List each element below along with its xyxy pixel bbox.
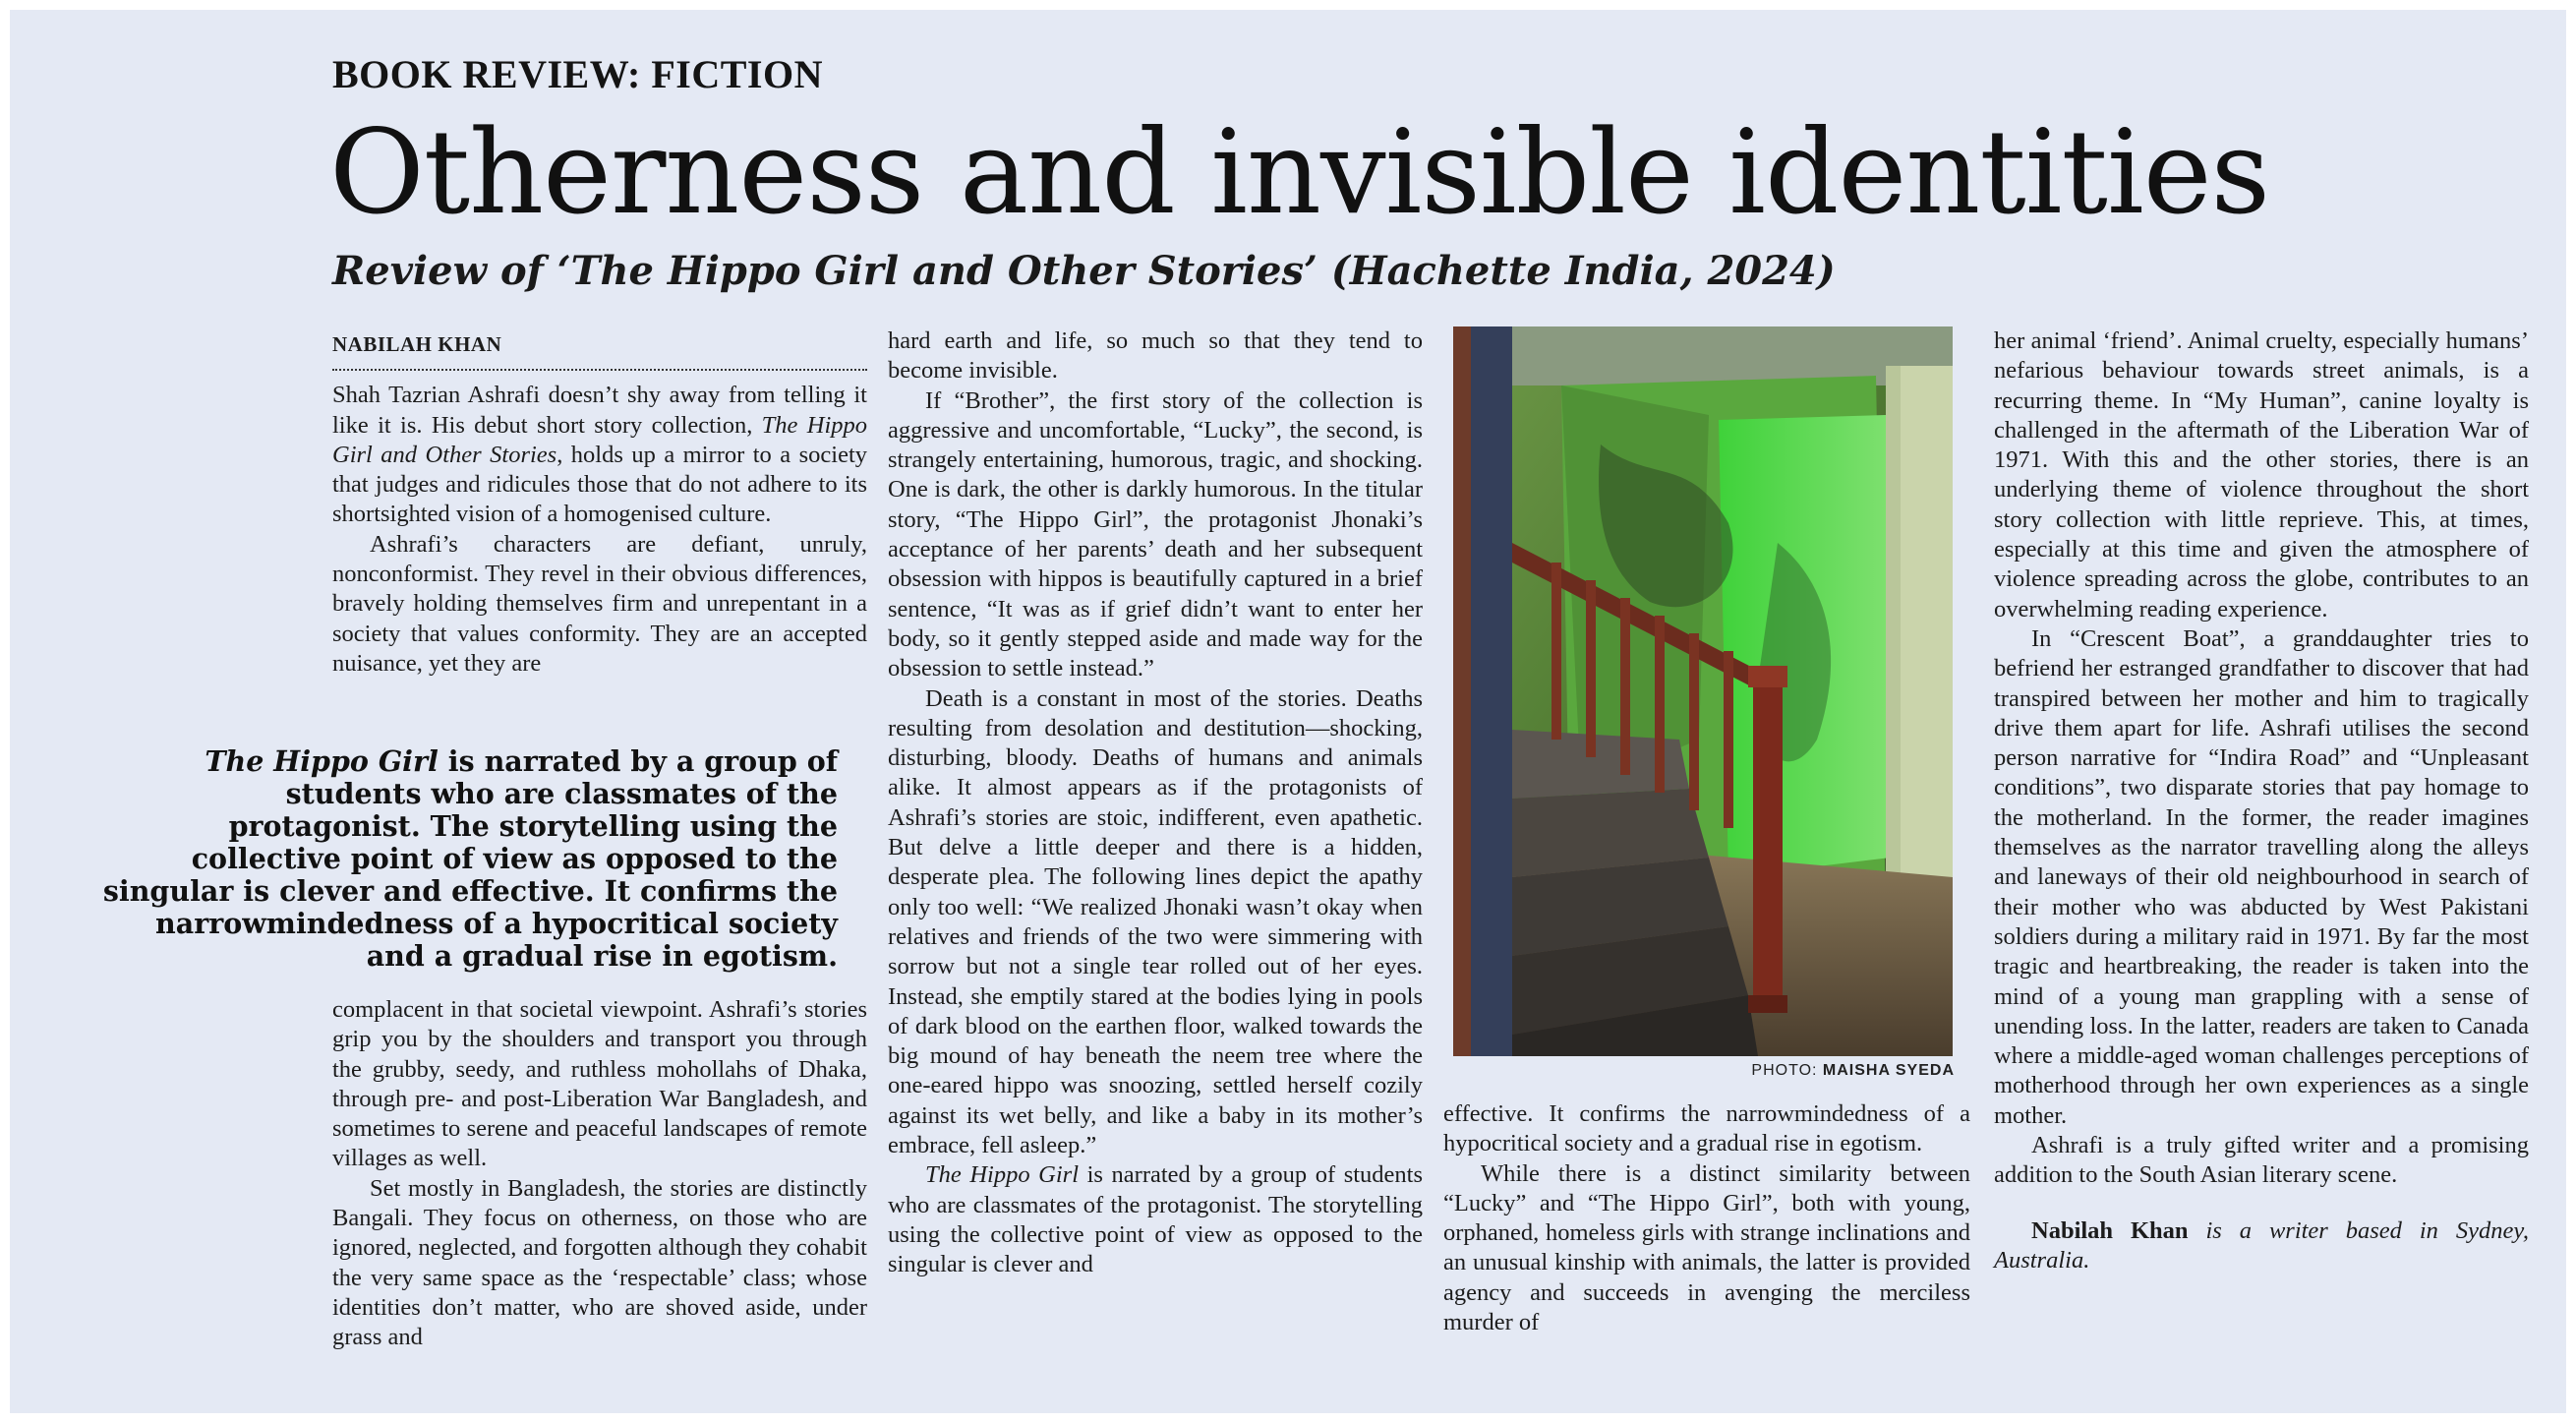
photo-credit (1453, 1062, 1955, 1080)
pull-quote-title: The Hippo Girl (205, 744, 439, 778)
paragraph: If “Brother”, the first story of the collection is aggressive and uncomfortable, “Lucky”, the second, is strangely entertaining, humorous, tragic, and shocking. One is dark, the other is darkly humorous. In the titular story, “The Hippo Girl”, the protagonist Jhonaki’s acceptance of her parents’ death and her subsequent obsession with hippos is beautifully captured in a brief sentence, “It was as if grief didn’t want to enter her body, so it gently stepped aside and made way for the obsession to settle instead.” (888, 386, 1423, 682)
newspaper-page (10, 10, 2566, 1413)
photographer-name: MAISHA SYEDA (1822, 1062, 1955, 1079)
column-1-bottom (332, 995, 867, 1353)
paragraph: hard earth and life, so much so that they tend to become invisible. (888, 327, 1423, 385)
paragraph (888, 1160, 1423, 1279)
text-run: Shah Tazrian Ashrafi doesn’t shy away from telling it like it is. His debut short story collection, (332, 382, 867, 439)
paragraph: Death is a constant in most of the stories. Deaths resulting from desolation and destitution—shocking, disturbing, bloody. Deaths of humans and animals alike. It almost appears as if the protagonists of Ashrafi’s stories are stoic, indifferent, even apathetic. But delve a little deeper and there is a hidden, desperate plea. The following lines depict the apathy only too well: “We realized Jhonaki wasn’t okay when relatives and friends of the two were simmering with sorrow but not a single tear rolled out of her eyes. Instead, she emptily stared at the bodies lying in pools of dark blood on the earthen floor, walked towards the big mound of hay beneath the neem tree where the one-eared hippo was snoozing, settled herself cozily against its wet belly, and like a baby in its mother’s embrace, fell asleep.” (888, 684, 1423, 1159)
pull-quote-text: is narrated by a group of students who are classmates of the protagonist. The storytelling using the collective point of view as opposed to the singular is clever and effective. It confirms the narrowmindedness of a hypocritical society and a gradual rise in egotism. (102, 744, 838, 973)
paragraph (332, 381, 867, 529)
staircase-photo (1453, 326, 1953, 1056)
paragraph: effective. It confirms the narrowmindedness of a hypocritical society and a gradual rise in egotism. (1443, 1100, 1970, 1157)
column-4 (1994, 326, 2529, 1275)
headline: Otherness and invisible identities (329, 104, 2270, 240)
photo-credit-label: PHOTO: (1751, 1062, 1823, 1079)
text-run: is narrated by a group of students who are classmates of the protagonist. The storytelling using the collective point of view as opposed to the singular is clever and (888, 1161, 1424, 1278)
subheadline: Review of ‘The Hippo Girl and Other Stories’ (Hachette India, 2024) (332, 248, 1836, 294)
staircase-illustration (1453, 326, 1953, 1056)
paragraph: complacent in that societal viewpoint. Ashrafi’s stories grip you by the shoulders and transport you through the grubby, seedy, and ruthless mohollahs of Dhaka, through pre- and post-Liberation War Bangladesh, and sometimes to serene and peaceful landscapes of remote villages as well. (332, 996, 867, 1172)
book-title: The Hippo Girl and Other Stories (332, 411, 868, 468)
paragraph: her animal ‘friend’. Animal cruelty, especially humans’ nefarious behaviour towards street animals, is a recurring theme. In “My Human”, canine loyalty is challenged in the aftermath of the Liberation War of 1971. With this and the other stories, there is an underlying theme of violence throughout the short story collection with little reprieve. This, at times, especially at this time and given the atmosphere of violence spreading across the globe, contributes to an overwhelming reading experience. (1994, 327, 2529, 623)
column-1-top (332, 329, 867, 679)
paragraph: Set mostly in Bangladesh, the stories are distinctly Bangali. They focus on otherness, on those who are ignored, neglected, and forgotten although they cohabit the very same space as the ‘respectable’ class; whose identities don’t matter, who are shoved aside, under grass and (332, 1174, 867, 1351)
byline: NABILAH KHAN (332, 329, 867, 371)
column-2 (888, 326, 1423, 1280)
section-kicker: BOOK REVIEW: FICTION (332, 52, 823, 96)
paragraph: While there is a distinct similarity between “Lucky” and “The Hippo Girl”, both with young, orphaned, homeless girls with strange inclinations and an unusual kinship with animals, the latter is provided agency and succeeds in avenging the merciless murder of (1443, 1159, 1970, 1336)
paragraph: Ashrafi’s characters are defiant, unruly, nonconformist. They revel in their obvious differences, bravely holding themselves firm and unrepentant in a society that values conformity. They are an accepted nuisance, yet they are (332, 530, 867, 677)
author-bio-text: is a writer based in Sydney, Australia. (1994, 1216, 2529, 1274)
author-name: Nabilah Khan (2031, 1216, 2189, 1244)
column-3 (1443, 1099, 1970, 1337)
author-bio (1994, 1216, 2529, 1276)
text-run: , holds up a mirror to a society that judges and ridicules those that do not adhere to its shortsighted vision of a homogenised culture. (332, 441, 867, 528)
book-title: The Hippo Girl (925, 1161, 1080, 1189)
pull-quote (90, 745, 838, 973)
paragraph: Ashrafi is a truly gifted writer and a promising addition to the South Asian literary scene. (1994, 1132, 2529, 1189)
paragraph: In “Crescent Boat”, a granddaughter tries to befriend her estranged grandfather to discover that had transpired between her mother and him to tragically drive them apart for life. Ashrafi utilises the second person narrative for “Indira Road” and “Unpleasant conditions”, two disparate stories that pay homage to the motherland. In the former, the reader imagines themselves as the narrator travelling along the alleys and laneways of their old neighbourhood in search of their mother who was abducted by West Pakistani soldiers during a military raid in 1971. By far the most tragic and heartbreaking, the reader is taken into the mind of a young man grappling with a sense of unending loss. In the latter, readers are taken to Canada where a middle-aged woman challenges perceptions of motherhood through her own experiences as a single mother. (1994, 624, 2529, 1129)
